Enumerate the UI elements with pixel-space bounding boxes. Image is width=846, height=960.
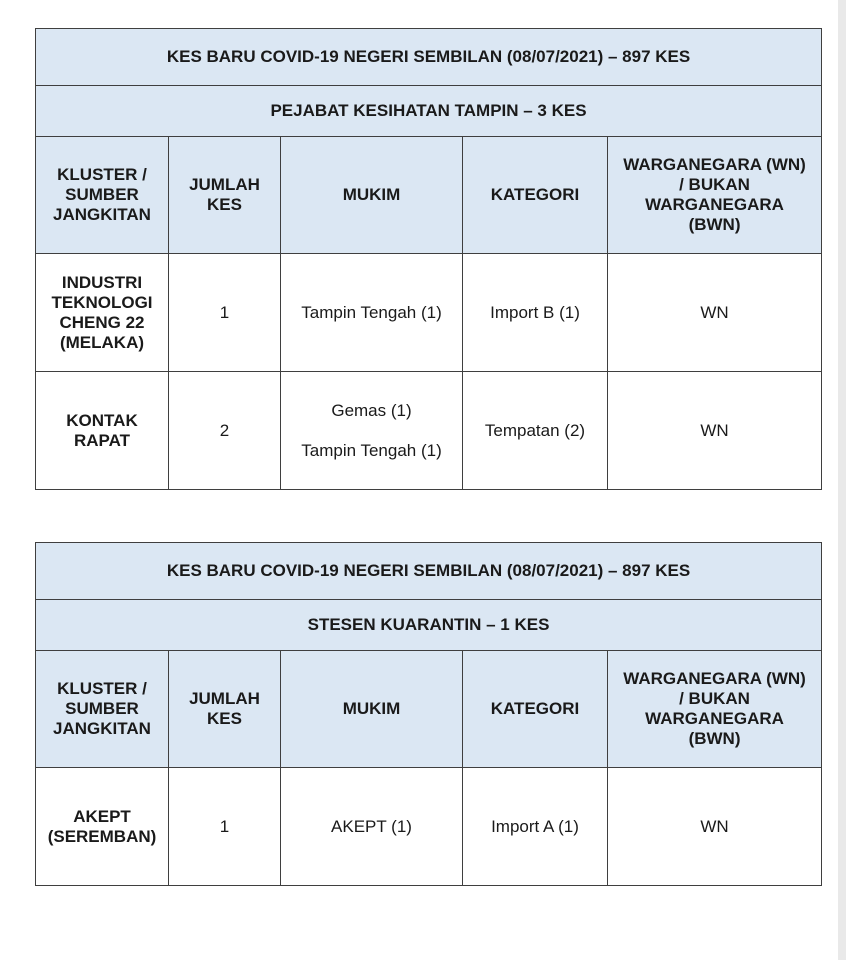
column-header-row: [36, 651, 822, 768]
table-title-row: [36, 29, 822, 86]
cell-mukim: Tampin Tengah (1): [281, 254, 463, 372]
case-table-tampin: [35, 28, 822, 490]
col-header-warga: WARGANEGARA (WN) / BUKAN WARGANEGARA (BWN): [608, 651, 822, 768]
table-title: KES BARU COVID-19 NEGERI SEMBILAN (08/07/2021) – 897 KES: [36, 29, 822, 86]
cell-mukim: Gemas (1) Tampin Tengah (1): [281, 372, 463, 490]
col-header-kategori: KATEGORI: [463, 137, 608, 254]
table-subtitle-row: [36, 86, 822, 137]
page-edge: [838, 0, 846, 960]
cell-mukim: AKEPT (1): [281, 768, 463, 886]
cell-jumlah: 2: [169, 372, 281, 490]
col-header-jumlah: JUMLAH KES: [169, 651, 281, 768]
cell-kluster: AKEPT (SEREMBAN): [36, 768, 169, 886]
cell-kategori: Tempatan (2): [463, 372, 608, 490]
table-subtitle: STESEN KUARANTIN – 1 KES: [36, 600, 822, 651]
cell-jumlah: 1: [169, 768, 281, 886]
cell-warga: WN: [608, 372, 822, 490]
cell-kluster: INDUSTRI TEKNOLOGI CHENG 22 (MELAKA): [36, 254, 169, 372]
table-subtitle-row: [36, 600, 822, 651]
table-row: [36, 372, 822, 490]
table-row: [36, 768, 822, 886]
col-header-jumlah: JUMLAH KES: [169, 137, 281, 254]
col-header-kluster: KLUSTER / SUMBER JANGKITAN: [36, 651, 169, 768]
table-title: KES BARU COVID-19 NEGERI SEMBILAN (08/07/2021) – 897 KES: [36, 543, 822, 600]
col-header-kategori: KATEGORI: [463, 651, 608, 768]
column-header-row: [36, 137, 822, 254]
col-header-mukim: MUKIM: [281, 651, 463, 768]
cell-warga: WN: [608, 254, 822, 372]
col-header-kluster: KLUSTER / SUMBER JANGKITAN: [36, 137, 169, 254]
col-header-warga: WARGANEGARA (WN) / BUKAN WARGANEGARA (BWN): [608, 137, 822, 254]
col-header-mukim: MUKIM: [281, 137, 463, 254]
cell-kluster: KONTAK RAPAT: [36, 372, 169, 490]
cell-kategori: Import A (1): [463, 768, 608, 886]
cell-jumlah: 1: [169, 254, 281, 372]
table-title-row: [36, 543, 822, 600]
table-row: [36, 254, 822, 372]
table-subtitle: PEJABAT KESIHATAN TAMPIN – 3 KES: [36, 86, 822, 137]
case-table-kuarantin: [35, 542, 822, 886]
cell-kategori: Import B (1): [463, 254, 608, 372]
cell-warga: WN: [608, 768, 822, 886]
